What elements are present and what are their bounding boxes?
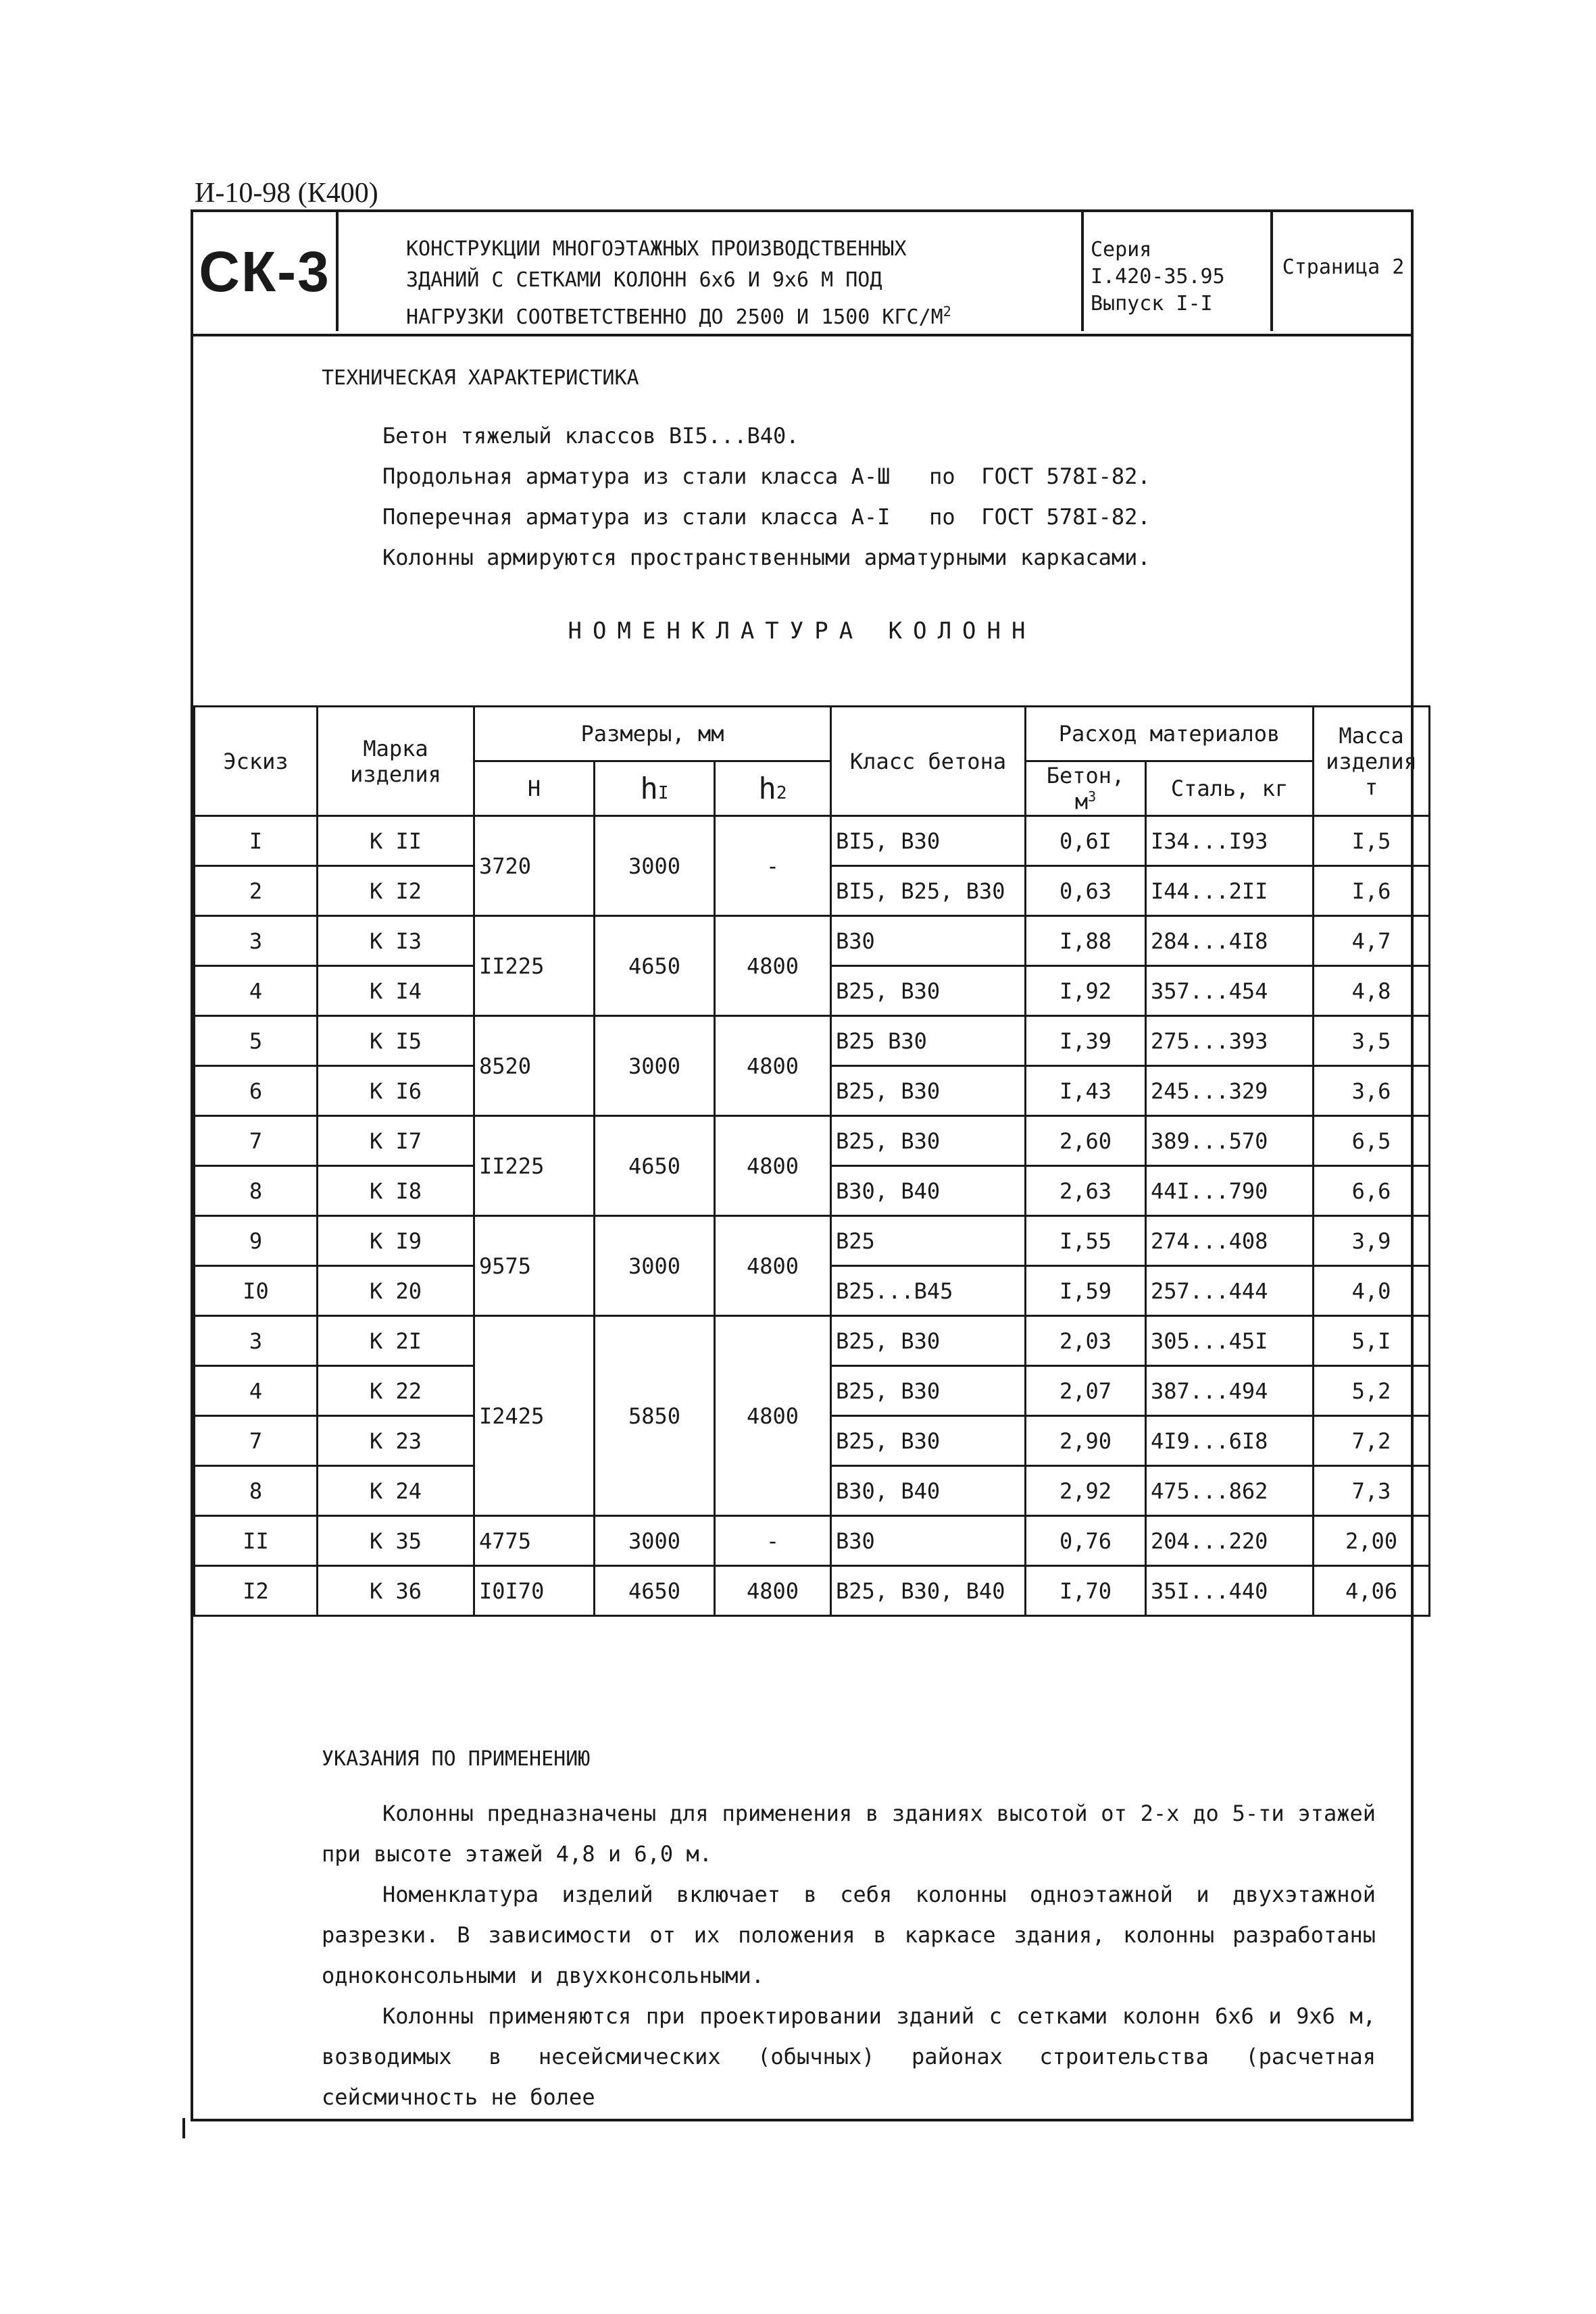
cell-steel: 475...862	[1146, 1466, 1314, 1516]
cell-sketch: 7	[195, 1416, 318, 1466]
cell-mass: 3,5	[1314, 1016, 1430, 1066]
tech-title: ТЕХНИЧЕСКАЯ ХАРАКТЕРИСТИКА	[322, 366, 639, 390]
usage-text	[322, 1793, 1376, 2117]
cell-H: 8520	[474, 1016, 595, 1116]
usage-paragraph-2: Номенклатура изделий включает в себя колонны одноэтажной и двухэтажной разрезки. В зависимости от их положения в каркасе здания, колонны разработаны одноконсольными и двухконсольными.	[322, 1882, 1376, 1988]
cell-concrete: 2,90	[1026, 1416, 1146, 1466]
table-header-row-1	[195, 707, 1430, 761]
cell-steel: 305...45I	[1146, 1316, 1314, 1366]
spec-line-1: Бетон тяжелый классов BI5...B40.	[382, 423, 799, 449]
cell-steel: 257...444	[1146, 1266, 1314, 1316]
title-superscript: 2	[943, 303, 951, 320]
cell-sketch: 2	[195, 866, 318, 916]
col-h2-header	[715, 761, 831, 816]
cell-steel: 35I...440	[1146, 1566, 1314, 1616]
table-row	[195, 1316, 1430, 1366]
cell-H: 9575	[474, 1216, 595, 1316]
col-mark-header: Марка изделия	[318, 707, 474, 816]
cell-h2: 4800	[715, 1016, 831, 1116]
cell-steel: 204...220	[1146, 1516, 1314, 1566]
cell-concrete: 2,60	[1026, 1116, 1146, 1166]
cell-h1: 4650	[595, 1566, 715, 1616]
cell-h1: 3000	[595, 1216, 715, 1316]
cell-concrete: I,70	[1026, 1566, 1146, 1616]
h1-letter: h	[640, 771, 658, 806]
cell-h1: 3000	[595, 816, 715, 916]
col-concrete-header	[1026, 761, 1146, 816]
title-line-3	[406, 296, 1081, 333]
cell-steel: 357...454	[1146, 966, 1314, 1016]
cell-class: B25, B30	[831, 1366, 1026, 1416]
cell-mark: К II	[318, 816, 474, 866]
cell-class: B25	[831, 1216, 1026, 1266]
cell-mass: 7,3	[1314, 1466, 1430, 1516]
cell-class: B25, B30	[831, 1116, 1026, 1166]
nomenclature-title: НОМЕНКЛАТУРА КОЛОНН	[568, 618, 1037, 645]
cell-sketch: 3	[195, 1316, 318, 1366]
table-row	[195, 916, 1430, 966]
cell-sketch: I	[195, 816, 318, 866]
cell-mass: 3,9	[1314, 1216, 1430, 1266]
document-title	[339, 212, 1084, 331]
cell-class: B25, B30	[831, 1316, 1026, 1366]
cell-mark: К 2I	[318, 1316, 474, 1366]
cell-h2: 4800	[715, 1316, 831, 1516]
cell-class: B30	[831, 916, 1026, 966]
cell-h2: 4800	[715, 1216, 831, 1316]
usage-paragraph-3: Колонны применяются при проектировании зданий с сетками колонн 6х6 и 9х6 м, возводимых в несейсмических (обычных) районах строительства (расчетная сейсмичность не более	[322, 2003, 1376, 2110]
cell-sketch: 4	[195, 966, 318, 1016]
table-row	[195, 1516, 1430, 1566]
cell-mark: К 20	[318, 1266, 474, 1316]
cell-class: B25...B45	[831, 1266, 1026, 1316]
cell-class: B25, B30	[831, 966, 1026, 1016]
cell-sketch: 4	[195, 1366, 318, 1416]
cell-mark: К I7	[318, 1116, 474, 1166]
series-block	[1084, 212, 1273, 331]
table-row	[195, 1116, 1430, 1166]
cell-mass: 4,8	[1314, 966, 1430, 1016]
cell-sketch: II	[195, 1516, 318, 1566]
title-line-3-text: НАГРУЗКИ СООТВЕТСТВЕННО ДО 2500 И 1500 КГС/М	[406, 305, 943, 329]
cell-h1: 5850	[595, 1316, 715, 1516]
cell-concrete: 0,63	[1026, 866, 1146, 916]
title-block	[193, 212, 1411, 336]
cell-sketch: 7	[195, 1116, 318, 1166]
cell-H: 3720	[474, 816, 595, 916]
document-code: И-10-98 (К400)	[195, 178, 378, 209]
cell-steel: 387...494	[1146, 1366, 1314, 1416]
cell-concrete: 0,6I	[1026, 816, 1146, 866]
brand-logo: СК-3	[193, 212, 339, 331]
title-line-1: КОНСТРУКЦИИ МНОГОЭТАЖНЫХ ПРОИЗВОДСТВЕННЫХ	[406, 237, 907, 261]
cell-h2: 4800	[715, 1566, 831, 1616]
cell-H: II225	[474, 1116, 595, 1216]
cell-mark: К I9	[318, 1216, 474, 1266]
cell-h2: 4800	[715, 916, 831, 1016]
cell-h1: 4650	[595, 916, 715, 1016]
cell-h2: 4800	[715, 1116, 831, 1216]
cell-class: B30	[831, 1516, 1026, 1566]
h2-subscript: 2	[776, 782, 787, 803]
cell-H: II225	[474, 916, 595, 1016]
cell-mass: 4,06	[1314, 1566, 1430, 1616]
cell-steel: 4I9...6I8	[1146, 1416, 1314, 1466]
h1-subscript: I	[657, 782, 669, 803]
col-steel-header: Сталь, кг	[1146, 761, 1314, 816]
cell-h1: 3000	[595, 1016, 715, 1116]
col-sketch-header: Эскиз	[195, 707, 318, 816]
cell-mark: К 23	[318, 1416, 474, 1466]
cell-mass: 4,0	[1314, 1266, 1430, 1316]
concrete-unit: м	[1074, 788, 1089, 815]
cell-mark: К I5	[318, 1016, 474, 1066]
cell-class: B30, B40	[831, 1466, 1026, 1516]
cell-class: BI5, B30	[831, 816, 1026, 866]
cell-sketch: 6	[195, 1066, 318, 1116]
cell-sketch: 3	[195, 916, 318, 966]
usage-title: УКАЗАНИЯ ПО ПРИМЕНЕНИЮ	[322, 1747, 591, 1771]
cell-concrete: 2,07	[1026, 1366, 1146, 1416]
cell-h1: 3000	[595, 1516, 715, 1566]
cell-concrete: I,88	[1026, 916, 1146, 966]
col-h1-header	[595, 761, 715, 816]
cell-sketch: 8	[195, 1466, 318, 1516]
cell-mark: К 24	[318, 1466, 474, 1516]
cell-h2: -	[715, 1516, 831, 1566]
cell-H: I0I70	[474, 1566, 595, 1616]
cell-mass: 5,2	[1314, 1366, 1430, 1416]
cell-steel: 389...570	[1146, 1116, 1314, 1166]
usage-paragraph-1: Колонны предназначены для применения в зданиях высотой от 2-х до 5-ти этажей при высоте этажей 4,8 и 6,0 м.	[322, 1801, 1376, 1867]
col-consumption-header: Расход материалов	[1026, 707, 1314, 761]
cell-sketch: I2	[195, 1566, 318, 1616]
cell-mark: К I3	[318, 916, 474, 966]
cell-concrete: 2,92	[1026, 1466, 1146, 1516]
table-row	[195, 1016, 1430, 1066]
cell-class: B30, B40	[831, 1166, 1026, 1216]
col-class-header: Класс бетона	[831, 707, 1026, 816]
cell-h2: -	[715, 816, 831, 916]
cell-mark: К 36	[318, 1566, 474, 1616]
cell-concrete: I,55	[1026, 1216, 1146, 1266]
cell-class: B25, B30	[831, 1416, 1026, 1466]
nomenclature-table	[193, 705, 1430, 1617]
concrete-label: Бетон,	[1046, 762, 1125, 788]
cell-concrete: 2,03	[1026, 1316, 1146, 1366]
page-number: Страница 2	[1282, 255, 1405, 279]
cell-H: I2425	[474, 1316, 595, 1516]
cell-steel: I44...2II	[1146, 866, 1314, 916]
cell-steel: 275...393	[1146, 1016, 1314, 1066]
cell-mass: 2,00	[1314, 1516, 1430, 1566]
cell-H: 4775	[474, 1516, 595, 1566]
cell-steel: 245...329	[1146, 1066, 1314, 1116]
cell-mass: 4,7	[1314, 916, 1430, 966]
cell-concrete: I,43	[1026, 1066, 1146, 1116]
cell-mark: К 22	[318, 1366, 474, 1416]
cell-class: BI5, B25, B30	[831, 866, 1026, 916]
spec-line-4: Колонны армируются пространственными арматурными каркасами.	[382, 545, 1151, 570]
cell-sketch: 8	[195, 1166, 318, 1216]
cell-concrete: I,92	[1026, 966, 1146, 1016]
cell-steel: I34...I93	[1146, 816, 1314, 866]
title-line-2: ЗДАНИЙ С СЕТКАМИ КОЛОНН 6х6 И 9х6 М ПОД	[406, 268, 882, 292]
col-dimensions-header: Размеры, мм	[474, 707, 831, 761]
h2-letter: h	[758, 771, 776, 806]
cell-steel: 274...408	[1146, 1216, 1314, 1266]
cell-mark: К I6	[318, 1066, 474, 1116]
cell-steel: 44I...790	[1146, 1166, 1314, 1216]
col-H-header: Н	[474, 761, 595, 816]
cell-mass: 6,6	[1314, 1166, 1430, 1216]
cell-mass: 3,6	[1314, 1066, 1430, 1116]
issue-label: Выпуск I-I	[1091, 292, 1213, 316]
table-row	[195, 1566, 1430, 1616]
cell-concrete: 2,63	[1026, 1166, 1146, 1216]
cell-mass: 6,5	[1314, 1116, 1430, 1166]
cell-mass: 5,I	[1314, 1316, 1430, 1366]
cell-sketch: I0	[195, 1266, 318, 1316]
cell-h1: 4650	[595, 1116, 715, 1216]
cell-mass: 7,2	[1314, 1416, 1430, 1466]
cell-mark: К 35	[318, 1516, 474, 1566]
cell-concrete: I,39	[1026, 1016, 1146, 1066]
cell-concrete: 0,76	[1026, 1516, 1146, 1566]
cell-steel: 284...4I8	[1146, 916, 1314, 966]
margin-mark	[182, 2118, 185, 2138]
cell-class: B25 B30	[831, 1016, 1026, 1066]
table-row	[195, 1216, 1430, 1266]
cell-sketch: 9	[195, 1216, 318, 1266]
cell-class: B25, B30	[831, 1066, 1026, 1116]
cell-mass: I,6	[1314, 866, 1430, 916]
col-mass-header: Масса изделия т	[1314, 707, 1430, 816]
spec-line-3: Поперечная арматура из стали класса А-I по ГОСТ 578I-82.	[382, 504, 1151, 530]
document-frame	[191, 209, 1417, 2121]
cell-concrete: I,59	[1026, 1266, 1146, 1316]
cell-mass: I,5	[1314, 816, 1430, 866]
cell-sketch: 5	[195, 1016, 318, 1066]
cell-class: B25, B30, B40	[831, 1566, 1026, 1616]
spec-line-2: Продольная арматура из стали класса А-Ш по ГОСТ 578I-82.	[382, 463, 1151, 489]
concrete-unit-power: 3	[1088, 788, 1097, 805]
cell-mark: К I4	[318, 966, 474, 1016]
series-value: I.420-35.95	[1091, 265, 1225, 288]
cell-mark: К I2	[318, 866, 474, 916]
series-label: Серия	[1091, 238, 1152, 261]
cell-mark: К I8	[318, 1166, 474, 1216]
table-row	[195, 816, 1430, 866]
